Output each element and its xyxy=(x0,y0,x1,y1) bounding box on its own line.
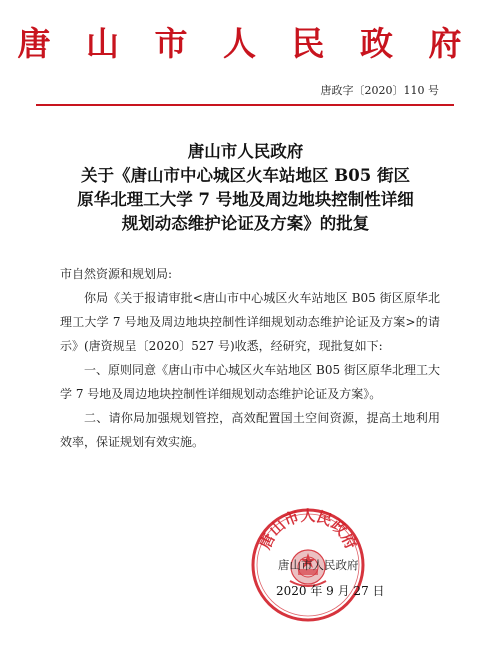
title-line-2: 关于《唐山市中心城区火车站地区 B05 街区 xyxy=(81,166,410,185)
document-title xyxy=(0,140,491,236)
red-divider-rule xyxy=(36,104,454,106)
document-body xyxy=(60,262,440,454)
paragraph-item-1: 一、原则同意《唐山市中心城区火车站地区 B05 街区原华北理工大学 7 号地及周边地块控制性详细规划动态维护论证及方案》。 xyxy=(60,363,440,401)
title-line-1: 唐山市人民政府 xyxy=(187,142,304,161)
paragraph-request: 你局《关于报请审批<唐山市中心城区火车站地区 B05 街区原华北理工大学 7 号地及周边地块控制性详细规划动态维护论证及方案>的请示》(唐资规呈〔2020〕527 号)收悉，经研究，现批复如下: xyxy=(60,291,440,353)
title-line-3: 原华北理工大学 7 号地及周边地块控制性详细 xyxy=(77,190,414,209)
masthead: 唐 山 市 人 民 政 府 xyxy=(17,24,474,63)
seal-text: 唐山市人民政府 xyxy=(255,507,361,552)
paragraph-item-2: 二、请你局加强规划管控，高效配置国土空间资源，提高土地利用效率，保证规划有效实施。 xyxy=(60,411,440,449)
svg-text:唐山市人民政府 xyxy=(256,507,360,552)
issue-date: 2020 年 9 月 27 日 xyxy=(276,584,385,598)
document-number: 唐政字〔2020〕110 号 xyxy=(320,84,439,97)
issuer-name: 唐山市人民政府 xyxy=(278,558,359,572)
title-line-4: 规划动态维护论证及方案》的批复 xyxy=(121,214,370,233)
addressee: 市自然资源和规划局: xyxy=(60,267,173,281)
